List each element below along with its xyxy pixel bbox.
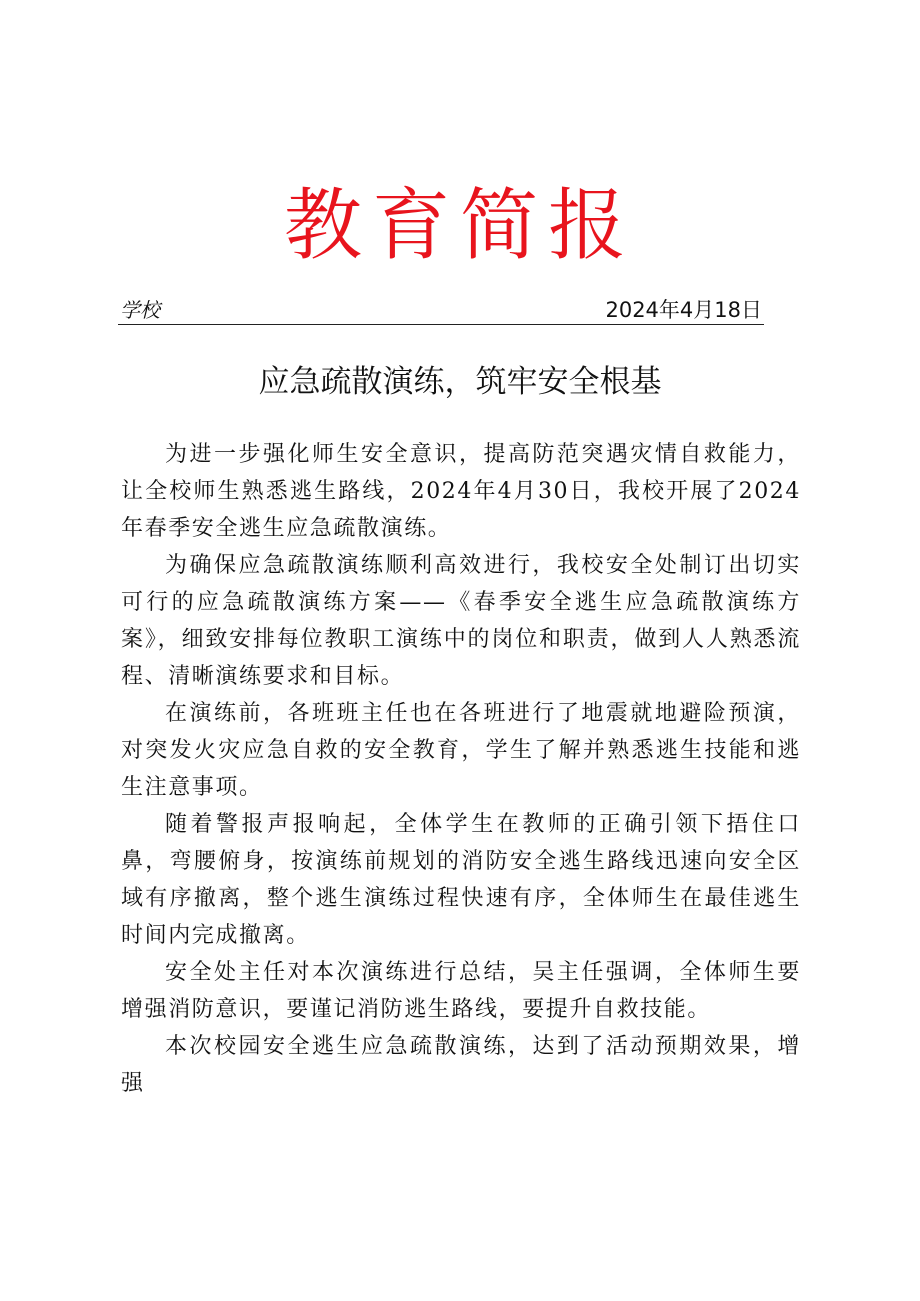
paragraph-5: 安全处主任对本次演练进行总结，吴主任强调，全体师生要增强消防意识，要谨记消防逃生路线，要提升自救技能。 bbox=[121, 960, 801, 1022]
masthead-title: 教育简报 bbox=[283, 181, 636, 271]
paragraph-2: 为确保应急疏散演练顺利高效进行，我校安全处制订出切实可行的应急疏散演练方案——《春季安全逃生应急疏散演练方案》，细致安排每位教职工演练中的岗位和职责，做到人人熟悉流程、清晰演练要求和目标。 bbox=[121, 553, 801, 689]
paragraph-6: 本次校园安全逃生应急疏散演练，达到了活动预期效果，增强 bbox=[121, 1034, 801, 1096]
article-title: 应急疏散演练，筑牢安全根基 bbox=[258, 364, 662, 400]
article-body bbox=[121, 436, 801, 1102]
issue-date: 2024年4月18日 bbox=[605, 298, 762, 322]
paragraph-1: 为进一步强化师生安全意识，提高防范突遇灾情自救能力，让全校师生熟悉逃生路线，2024年4月30日，我校开展了2024年春季安全逃生应急疏散演练。 bbox=[121, 442, 801, 541]
info-line bbox=[118, 296, 764, 325]
paragraph-3: 在演练前，各班班主任也在各班进行了地震就地避险预演，对突发火灾应急自救的安全教育，学生了解并熟悉逃生技能和逃生注意事项。 bbox=[121, 701, 801, 800]
paragraph-4: 随着警报声报响起，全体学生在教师的正确引领下捂住口鼻，弯腰俯身，按演练前规划的消防安全逃生路线迅速向安全区域有序撤离，整个逃生演练过程快速有序，全体师生在最佳逃生时间内完成撤离。 bbox=[121, 812, 801, 948]
school-label: 学校 bbox=[120, 298, 160, 322]
